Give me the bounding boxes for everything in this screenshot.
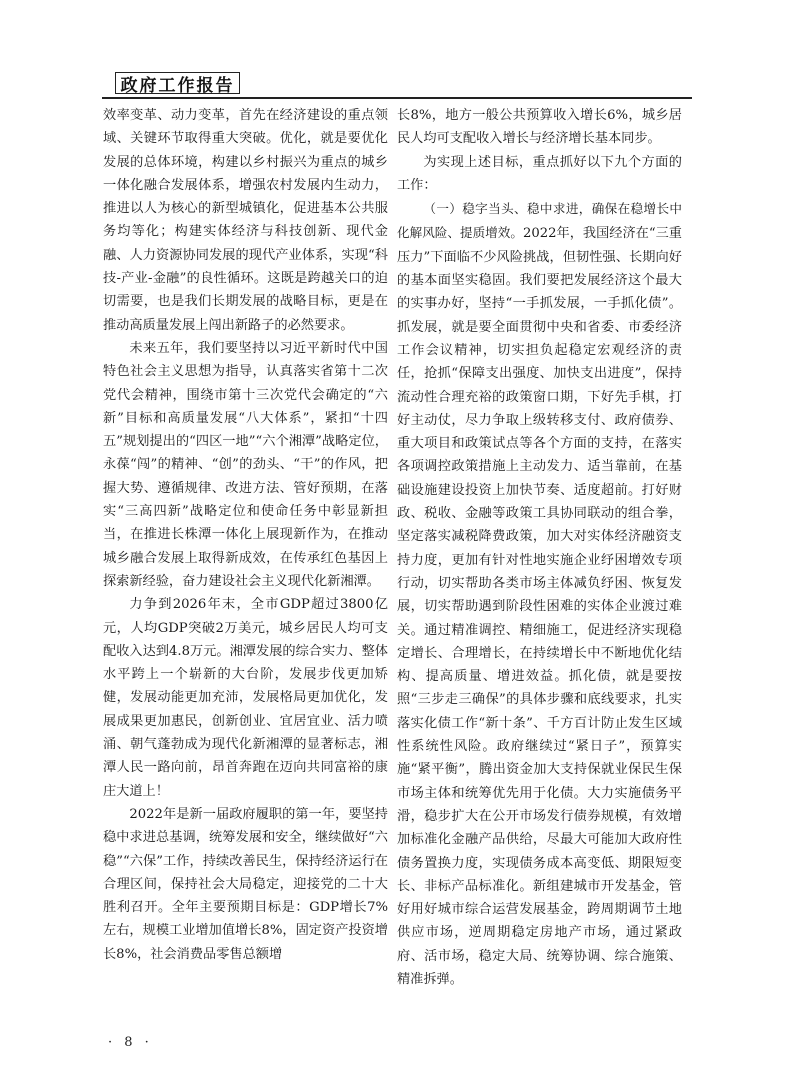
page-number: · 8 ·	[108, 1035, 153, 1050]
paragraph: 长8%，地方一般公共预算收入增长6%，城乡居民人均可支配收入增长与经济增长基本同步。	[397, 108, 682, 147]
section-heading: （一）稳字当头、稳中求进，确保在稳增长中化解风险、提质增效。	[397, 201, 682, 241]
paragraph-body: 2022年，我国经济在“三重压力”下面临不少风险挑战，但韧性强、长期向好的基本面坚实稳固。我们要把发展经济这个最大的实事办好，坚持“一手抓发展，一手抓化债”。抓发展，就是要全面贯彻中央和省委、市委经济工作会议精神，切实担负起稳定宏观经济的责任，抢抓“保障支出强度、加快支出进度”，保持流动性合理充裕的政策窗口期，下好先手棋，打好主动仗，尽力争取上级转移支付、政府债券、重大项目和政策试点等各个方面的支持，在落实各项调控政策措施上主动发力、适当靠前，在基础设施建设投资上加快节奏、适度超前。打好财政、税收、金融等政策工具协同联动的组合拳，坚定落实减税降费政策，加大对实体经济融资支持力度，更加有针对性地实施企业纾困增效专项行动，切实帮助各类市场主体减负纾困、恢复发展，切实帮助遇到阶段性困难的实体企业渡过难关。通过精准调控、精细施工，促进经济实现稳定增长、合理增长，在持续增长中不断地优化结构、提高质量、增进效益。抓化债，就是要按照“三步走三确保”的具体步骤和底线要求，扎实落实化债工作“新十条”、千方百计防止发生区域性系统性风险。政府继续过“紧日子”，预算实施“紧平衡”，腾出资金加大支持保就业保民生保市场主体和统筹优先用于化债。大力实施债务平滑，稳步扩大在公开市场发行债券规模，有效增加标准化金融产品供给，尽最大可能加大政府性债务置换力度，实现债务成本高变低、期限短变长、非标产品标准化。新组建城市开发基金，管好用好城市综合运营发展基金，跨周期调节土地供应市场，逆周期稳定房地产市场，通过紧政府、活市场，稳定大局、统筹协调、综合施策、精准拆弹。	[397, 226, 682, 987]
paragraph	[397, 197, 682, 991]
paragraph: 未来五年，我们要坚持以习近平新时代中国特色社会主义思想为指导，认真落实省第十二次党代会精神，围绕市第十三次党代会确定的“六新”目标和高质量发展“八大体系”，紧扣“十四五”规划提出的“四区一地”“六个湘潭”战略定位，永葆“闯”的精神、“创”的劲头、“干”的作风，把握大势、遵循规律、改进方法、管好预期，在落实“三高四新”战略定位和使命任务中彰显新担当，在推进长株潭一体化上展现新作为，在推动城乡融合发展上取得新成效，在传承红色基因上探索新经验，奋力建设社会主义现代化新湘潭。	[103, 340, 388, 589]
section-header-title: 政府工作报告	[115, 72, 240, 94]
left-column	[103, 104, 388, 966]
right-column	[397, 104, 682, 991]
paragraph: 力争到2026年末，全市GDP超过3800亿元，人均GDP突破2万美元，城乡居民人均可支配收入达到4.8万元。湘潭发展的综合实力、整体水平跨上一个崭新的大台阶，发展步伐更加矫健，发展动能更加充沛，发展格局更加优化，发展成果更加惠民，创新创业、宜居宜业、活力喷涌、朝气蓬勃成为现代化新湘潭的显著标志，湘潭人民一路向前，昂首奔跑在迈向共同富裕的康庄大道上！	[103, 597, 388, 799]
paragraph: 为实现上述目标，重点抓好以下九个方面的工作：	[397, 154, 682, 193]
header-divider	[102, 97, 692, 99]
paragraph: 2022年是新一届政府履职的第一年，要坚持稳中求进总基调，统筹发展和安全，继续做好“六稳”“六保”工作，持续改善民生，保持经济运行在合理区间，保持社会大局稳定，迎接党的二十大胜利召开。全年主要预期目标是：GDP增长7%左右，规模工业增加值增长8%，固定资产投资增长8%，社会消费品零售总额增	[103, 806, 388, 962]
paragraph: 效率变革、动力变革，首先在经济建设的重点领域、关键环节取得重大突破。优化，就是要优化发展的总体环境，构建以乡村振兴为重点的城乡一体化融合发展体系，增强农村发展内生动力，推进以人为核心的新型城镇化，促进基本公共服务均等化；构建实体经济与科技创新、现代金融、人力资源协同发展的现代产业体系，实现“科技-产业-金融”的良性循环。这既是跨越关口的迫切需要，也是我们长期发展的战略目标，更是在推动高质量发展上闯出新路子的必然要求。	[103, 108, 388, 333]
